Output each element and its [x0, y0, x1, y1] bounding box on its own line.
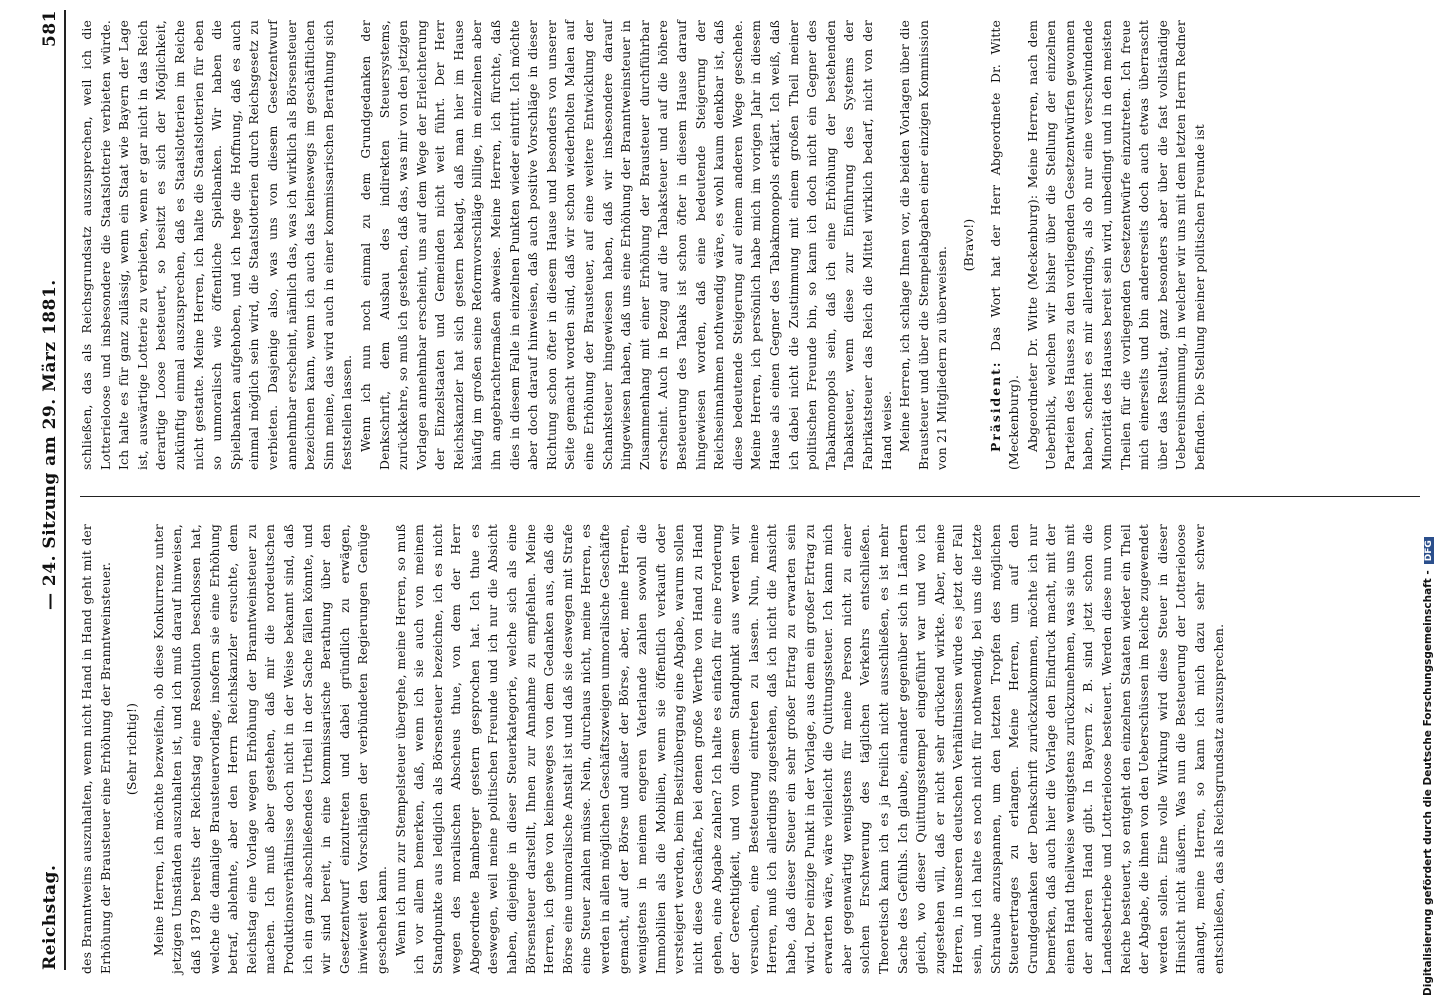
column-divider	[80, 496, 1420, 497]
speaker-name: Präsident:	[987, 360, 1003, 452]
speaker-text: Das Wort hat der Herr Abgeordnete Dr. Witte (Meckenburg).	[987, 19, 1022, 470]
header-left: Reichstag.	[40, 864, 60, 970]
paragraph: Abgeordneter Dr. Witte (Meckenburg): Meine Herren, nach dem Ueberblick, welchen wir bisher über die Stellung der einzelnen Parteien des Hauses zu den vorliegenden Gesetzentwürfen gewonnen haben, scheint es mir allerdings, als ob nur eine verschwindende Minorität des Hauses bereit sein wird, unbedingt und in den meisten Theilen für die vorliegenden Gesetzentwürfe einzutreten. Ich freue mich einerseits und bin andererseits doch auch etwas überrascht über das Resultat, ganz besonders aber über die fast vollständige Uebereinstimmung, in welcher wir uns mit dem letzten Herrn Redner befinden. Die Stellung meiner politischen Freunde ist	[1024, 20, 1208, 470]
paragraph: des Branntweins auszuhalten, wenn nicht Hand in Hand geht mit der Erhöhung der Brausteuer eine Erhöhung der Branntweinsteuer.	[79, 524, 113, 974]
left-column	[78, 524, 1418, 974]
paragraph: Wenn ich nun zur Stempelsteuer übergehe, meine Herren, so muß ich vor allem bemerken, daß, wenn ich sie auch von meinem Standpunkte aus lediglich als Börsensteuer bezeichne, ich es nicht wegen des moralischen Abscheus thue, von dem der Herr Abgeordnete Bamberger gestern gesprochen hat. Ich thue es deswegen, weil meine politischen Freunde und ich nur die Absicht haben, diejenige in dieser Steuerkategorie, welche sich als eine Börsensteuer darstellt, Ihnen zur Annahme zu empfehlen. Meine Herren, ich gehe von keinesweges von dem Gedanken aus, daß die Börse eine unmoralische Anstalt ist und daß sie deswegen mit Strafe eine Steuer zahlen müsse. Nein, durchaus nicht, meine Herren, es werden in allen möglichen Geschäftszweigen unmoralische Geschäfte gemacht, auf der Börse und außer der Börse, aber, meine Herren, wenigstens in meinem engeren Vaterlande zahlen sowohl die Immobilien als die Mobilien, wenn sie öffentlich verkauft oder versteigert werden, beim Besitzübergang eine Abgabe, warum sollen nicht diese Geschäfte, bei denen große Werthe von Hand zu Hand gehen, eine Abgabe zahlen? Ich halte es einfach für eine Forderung der Gerechtigkeit, und von diesem Standpunkt aus werden wir versuchen, eine Besteuerung eintreten zu lassen. Nun, meine Herren, muß ich allerdings zugestehen, daß ich nicht die Ansicht habe, daß dieser Steuer ein sehr großer Ertrag zu erwarten sein wird. Der einzige Punkt in der Vorlage, aus dem ein großer Ertrag zu erwarten wäre, wäre vielleicht die Quittungssteuer. Ich kann mich aber gegenwärtig wenigstens für meine Person nicht zu einer solchen Erschwerung des täglichen Verkehrs entschließen. Theoretisch kann ich es ja freilich nicht ausschließen, es ist mehr Sache des Gefühls. Ich glaube, einander gegenüber sich in Ländern gleich, wo dieser Quittungsstempel eingeführt war und wo ich zugestehen will, daß er nicht sehr drückend wirkte. Aber, meine Herren, in unseren deutschen Verhältnissen würde es jetzt der Fall sein, und ich halte es noch nicht für nothwendig, bei uns die letzte Schraube anzuspannen, um den letzten Tropfen des möglichen Steuerertrages zu erlangen. Meine Herren, um auf den Grundgedanken der Denkschrift zurückzukommen, möchte ich nur bemerken, daß auch hier die Vorlage den Eindruck macht, mit der einen Hand theilweise wenigstens zurückzunehmen, was sie uns mit der anderen Hand gibt. In Bayern z. B. sind jetzt schon die Landesbetriebe und Lotterieloose besteuert. Werden diese nun vom Reiche besteuert, so entgeht den einzelnen Staaten wieder ein Theil der Abgabe, die ihnen von den Ueberschüssen im Reiche zugewendet werden sollen. Eine volle Wirkung wird diese Steuer in dieser Hinsicht nicht äußern. Was nun die Besteuerung der Lotterieloose anlangt, meine Herren, so kann ich mich dazu sehr schwer entschließen, das als Reichsgrundsatz auszusprechen.	[392, 524, 1226, 974]
header-center: — 24. Sitzung am 29. März 1881.	[40, 279, 60, 610]
speaker-paragraph	[987, 20, 1024, 470]
paragraph: schließen, das als Reichsgrundsatz auszusprechen, weil ich die Lotterieloose und insbesondere die Staatslotterie verbieten würde. Ich halte es für ganz zulässig, wenn ein Staat wie Bayern der Lage ist, auswärtige Lotterie zu verbieten, wenn er gar nicht in das Reich derartige Loose besteuert, so besitzt es sich der Möglichkeit, zukünftig einmal auszusprechen, daß es Staatslotterien im Reiche nicht gestatte. Meine Herren, ich halte die Staatslotterien für eben so unmoralisch wie öffentliche Spielbanken. Wir haben die Spielbanken aufgehoben, und ich hege die Hoffnung, daß es auch einmal möglich sein wird, die Staatslotterien durch Reichsgesetz zu verbieten. Dasjenige also, was uns von diesem Gesetzentwurf annehmbar erscheint, nämlich das, was ich wirklich als Börsensteuer bezeichnen kann, wenn ich auch das keineswegs im geschäftlichen Sinn meine, das wird auch in einer kommissarischen Berathung sich feststellen lassen.	[79, 20, 355, 470]
dfg-sidebar	[1406, 0, 1434, 1000]
interjection: (Bravo!)	[960, 218, 976, 272]
dfg-logo: DFG	[1424, 537, 1434, 564]
right-column	[78, 20, 1418, 470]
interjection: (Sehr richtig!)	[124, 702, 140, 796]
paragraph: Wenn ich nun noch einmal zu dem Grundgedanken der Denkschrift, dem Ausbau des indirekten Steuersystems, zurückkehre, so muß ich gestehen, daß das, was mir von den jetzigen Vorlagen annehmbar erscheint, uns auf dem Wege der Erleichterung der Einzelstaaten und Gemeinden nicht weit führt. Der Herr Reichskanzler hat sich gestern beklagt, daß man hier im Hause häufig im großen seine Reformvorschläge billige, im einzelnen aber ihn angebrachtermaßen abweise. Meine Herren, ich fürchte, daß dies in diesem Falle in einzelnen Punkten wieder eintritt. Ich möchte aber doch darauf hinweisen, daß auch positive Vorschläge in dieser Richtung schon öfter in diesem Hause und besonders von unserer Seite gemacht worden sind, daß wir schon wiederholten Malen auf eine Erhöhung der Brausteuer, auf eine weitere Entwicklung der Schanksteuer hingewiesen haben, daß wir insbesondere darauf hingewiesen haben, daß uns eine Erhöhung der Branntweinsteuer in Zusammenhang mit einer Erhöhung der Brausteuer durchführbar erscheint. Auch in Bezug auf die Tabaksteuer und auf die höhere Besteuerung des Tabaks ist schon öfter in diesem Hause darauf hingewiesen worden, daß eine bedeutende Steigerung der Reichseinnahmen nothwendig wäre, es wohl kaum denkbar ist, daß diese bedeutende Steigerung auf einem anderen Wege geschehe. Meine Herren, ich persönlich habe mich im vorigen Jahr in diesem Hause als einen Gegner des Tabakmonopols erklärt. Ich weiß, daß ich dabei nicht die Zustimmung mit einem großen Theil meiner politischen Freunde bin, so kann ich doch nicht ein Gegner des Tabakmonopols sein, daß ich eine Erhöhung der bestehenden Tabaksteuer, wenn diese zur Einführung des Systems der Fabrikatsteuer das Reich die Mittel wirklich bedarf, nicht von der Hand weise.	[357, 20, 894, 470]
paragraph: Meine Herren, ich schlage Ihnen vor, die beiden Vorlagen über die Brausteuer und über die Stempelabgaben einer einzigen Kommission von 21 Mitgliedern zu überweisen.	[897, 20, 950, 470]
page-header	[38, 10, 66, 970]
page-number: 581	[40, 10, 60, 47]
dfg-credit-text: Digitalisierung gefördert durch die Deutsche Forschungsgemeinschaft -	[1422, 570, 1434, 996]
paragraph: Meine Herren, ich möchte bezweifeln, ob diese Konkurrenz unter jetzigen Umständen auszuhalten ist, und ich muß darauf hinweisen, daß 1879 bereits der Reichstag eine Resolution beschlossen hat, welche die damalige Brausteuervorlage, insofern sie eine Erhöhung betraf, ablehnte, aber den Herrn Reichskanzler ersuchte, dem Reichstag eine Vorlage wegen Erhöhung der Branntweinsteuer zu machen. Ich muß aber gestehen, daß mir die nordeutschen Produktionsverhältnisse doch nicht in der Weise bekannt sind, daß ich ein ganz abschließendes Urtheil in der Sache fällen könnte, und wir sind bereit, in eine kommissarische Berathung über den Gesetzentwurf einzutreten und dabei gründlich zu erwägen, inwieweit den Vorschlägen der verbündeten Regierungen Genüge geschehen kann.	[150, 524, 389, 974]
